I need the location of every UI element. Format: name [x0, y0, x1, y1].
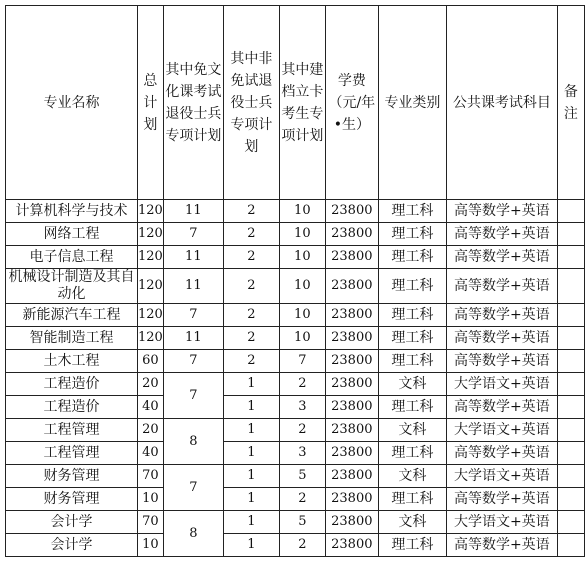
cell-exempt: 11 — [163, 246, 223, 269]
header-note: 备注 — [557, 6, 584, 200]
cell-total: 120 — [138, 327, 164, 350]
cell-fee: 23800 — [325, 442, 378, 465]
cell-poverty: 5 — [279, 511, 325, 534]
cell-exam: 大学语文+英语 — [446, 419, 557, 442]
cell-major: 工程造价 — [6, 396, 138, 419]
cell-major: 会计学 — [6, 534, 138, 557]
cell-category: 理工科 — [378, 350, 446, 373]
header-nonexempt-veteran: 其中非免试退役士兵专项计划 — [223, 6, 279, 200]
cell-category: 理工科 — [378, 327, 446, 350]
cell-nonexempt: 2 — [223, 246, 279, 269]
cell-fee: 23800 — [325, 304, 378, 327]
cell-note — [557, 304, 584, 327]
header-category: 专业类别 — [378, 6, 446, 200]
cell-total: 10 — [138, 534, 164, 557]
cell-total: 70 — [138, 465, 164, 488]
cell-nonexempt: 2 — [223, 350, 279, 373]
table-row — [6, 465, 585, 488]
cell-major: 财务管理 — [6, 465, 138, 488]
cell-category: 理工科 — [378, 304, 446, 327]
cell-note — [557, 246, 584, 269]
cell-exam: 大学语文+英语 — [446, 511, 557, 534]
cell-poverty: 10 — [279, 269, 325, 304]
table-row — [6, 419, 585, 442]
cell-fee: 23800 — [325, 269, 378, 304]
cell-nonexempt: 1 — [223, 511, 279, 534]
cell-exam: 高等数学+英语 — [446, 327, 557, 350]
cell-nonexempt: 1 — [223, 419, 279, 442]
cell-nonexempt: 2 — [223, 200, 279, 223]
cell-exam: 高等数学+英语 — [446, 223, 557, 246]
cell-category: 理工科 — [378, 534, 446, 557]
cell-exam: 高等数学+英语 — [446, 200, 557, 223]
cell-category: 理工科 — [378, 269, 446, 304]
header-major: 专业名称 — [6, 6, 138, 200]
cell-category: 理工科 — [378, 200, 446, 223]
cell-total: 120 — [138, 223, 164, 246]
cell-fee: 23800 — [325, 350, 378, 373]
cell-exam: 高等数学+英语 — [446, 488, 557, 511]
header-exam-subjects: 公共课考试科目 — [446, 6, 557, 200]
table-row — [6, 442, 585, 465]
cell-exempt: 11 — [163, 269, 223, 304]
cell-poverty: 10 — [279, 200, 325, 223]
table-row — [6, 327, 585, 350]
cell-note — [557, 465, 584, 488]
cell-exempt: 7 — [163, 223, 223, 246]
cell-exempt-merged: 7 — [163, 465, 223, 511]
cell-exempt: 11 — [163, 200, 223, 223]
cell-total: 70 — [138, 511, 164, 534]
cell-poverty: 7 — [279, 350, 325, 373]
header-row — [6, 6, 585, 200]
cell-category: 理工科 — [378, 488, 446, 511]
cell-note — [557, 200, 584, 223]
cell-nonexempt: 2 — [223, 269, 279, 304]
cell-major: 工程管理 — [6, 442, 138, 465]
cell-fee: 23800 — [325, 223, 378, 246]
cell-exam: 高等数学+英语 — [446, 396, 557, 419]
cell-fee: 23800 — [325, 396, 378, 419]
header-exempt-veteran: 其中免文化课考试退役士兵专项计划 — [163, 6, 223, 200]
cell-nonexempt: 1 — [223, 396, 279, 419]
cell-category: 文科 — [378, 419, 446, 442]
cell-major: 会计学 — [6, 511, 138, 534]
cell-poverty: 2 — [279, 534, 325, 557]
cell-poverty: 3 — [279, 396, 325, 419]
cell-exam: 大学语文+英语 — [446, 373, 557, 396]
cell-poverty: 3 — [279, 442, 325, 465]
cell-note — [557, 350, 584, 373]
cell-poverty: 10 — [279, 246, 325, 269]
cell-note — [557, 373, 584, 396]
cell-major: 智能制造工程 — [6, 327, 138, 350]
cell-poverty: 2 — [279, 419, 325, 442]
cell-poverty: 2 — [279, 488, 325, 511]
cell-total: 40 — [138, 396, 164, 419]
cell-category: 理工科 — [378, 442, 446, 465]
cell-fee: 23800 — [325, 488, 378, 511]
cell-note — [557, 396, 584, 419]
cell-category: 文科 — [378, 373, 446, 396]
cell-total: 120 — [138, 246, 164, 269]
table-row — [6, 304, 585, 327]
cell-major: 新能源汽车工程 — [6, 304, 138, 327]
cell-nonexempt: 1 — [223, 465, 279, 488]
cell-exempt-merged: 8 — [163, 511, 223, 557]
cell-exam: 高等数学+英语 — [446, 246, 557, 269]
cell-total: 60 — [138, 350, 164, 373]
enrollment-plan-table — [5, 5, 585, 557]
cell-major: 机械设计制造及其自动化 — [6, 269, 138, 304]
cell-exempt: 7 — [163, 304, 223, 327]
header-total: 总计划 — [138, 6, 164, 200]
cell-fee: 23800 — [325, 511, 378, 534]
cell-exempt-merged: 8 — [163, 419, 223, 465]
cell-major: 工程管理 — [6, 419, 138, 442]
header-tuition: 学费（元/年•生） — [325, 6, 378, 200]
cell-category: 文科 — [378, 465, 446, 488]
cell-exam: 大学语文+英语 — [446, 465, 557, 488]
cell-note — [557, 511, 584, 534]
cell-nonexempt: 2 — [223, 223, 279, 246]
cell-note — [557, 488, 584, 511]
table-row — [6, 269, 585, 304]
cell-nonexempt: 1 — [223, 488, 279, 511]
header-poverty-plan: 其中建档立卡考生专项计划 — [279, 6, 325, 200]
cell-poverty: 5 — [279, 465, 325, 488]
table-row — [6, 373, 585, 396]
cell-nonexempt: 1 — [223, 534, 279, 557]
cell-note — [557, 419, 584, 442]
cell-fee: 23800 — [325, 465, 378, 488]
cell-total: 10 — [138, 488, 164, 511]
cell-category: 理工科 — [378, 246, 446, 269]
cell-nonexempt: 2 — [223, 304, 279, 327]
cell-exam: 高等数学+英语 — [446, 269, 557, 304]
table-row — [6, 200, 585, 223]
cell-category: 理工科 — [378, 223, 446, 246]
cell-note — [557, 327, 584, 350]
cell-fee: 23800 — [325, 327, 378, 350]
cell-total: 20 — [138, 373, 164, 396]
cell-major: 电子信息工程 — [6, 246, 138, 269]
cell-category: 理工科 — [378, 396, 446, 419]
cell-exempt: 11 — [163, 327, 223, 350]
cell-total: 120 — [138, 304, 164, 327]
cell-total: 40 — [138, 442, 164, 465]
cell-fee: 23800 — [325, 200, 378, 223]
cell-major: 工程造价 — [6, 373, 138, 396]
cell-major: 土木工程 — [6, 350, 138, 373]
cell-category: 文科 — [378, 511, 446, 534]
table-row — [6, 488, 585, 511]
cell-exempt-merged: 7 — [163, 373, 223, 419]
cell-total: 120 — [138, 269, 164, 304]
cell-exempt: 7 — [163, 350, 223, 373]
cell-major: 财务管理 — [6, 488, 138, 511]
table-row — [6, 534, 585, 557]
cell-nonexempt: 1 — [223, 442, 279, 465]
cell-exam: 高等数学+英语 — [446, 304, 557, 327]
cell-poverty: 10 — [279, 223, 325, 246]
cell-nonexempt: 2 — [223, 327, 279, 350]
cell-major: 计算机科学与技术 — [6, 200, 138, 223]
cell-exam: 高等数学+英语 — [446, 350, 557, 373]
cell-note — [557, 223, 584, 246]
cell-poverty: 10 — [279, 327, 325, 350]
cell-note — [557, 534, 584, 557]
table-row — [6, 223, 585, 246]
table-row — [6, 511, 585, 534]
cell-fee: 23800 — [325, 419, 378, 442]
cell-nonexempt: 1 — [223, 373, 279, 396]
cell-poverty: 2 — [279, 373, 325, 396]
cell-total: 20 — [138, 419, 164, 442]
cell-fee: 23800 — [325, 534, 378, 557]
table-row — [6, 396, 585, 419]
cell-major: 网络工程 — [6, 223, 138, 246]
cell-note — [557, 442, 584, 465]
cell-exam: 高等数学+英语 — [446, 534, 557, 557]
cell-total: 120 — [138, 200, 164, 223]
table-row — [6, 350, 585, 373]
cell-poverty: 10 — [279, 304, 325, 327]
cell-fee: 23800 — [325, 246, 378, 269]
cell-fee: 23800 — [325, 373, 378, 396]
cell-exam: 高等数学+英语 — [446, 442, 557, 465]
table-row — [6, 246, 585, 269]
cell-note — [557, 269, 584, 304]
